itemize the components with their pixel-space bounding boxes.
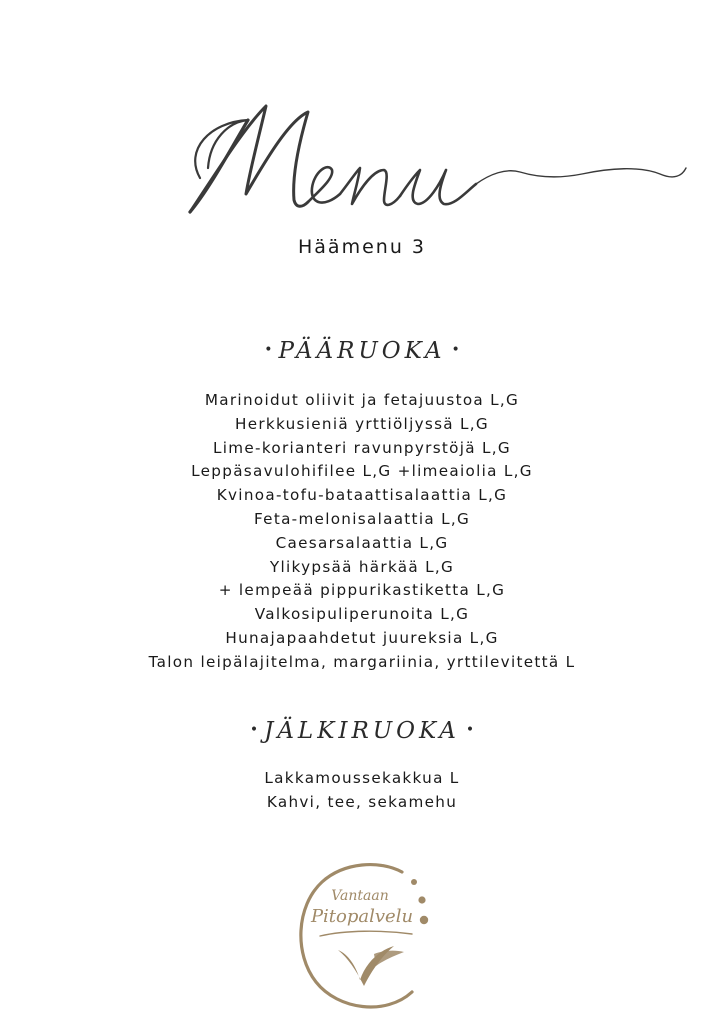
vantaan-pitopalvelu-logo (290, 858, 440, 1018)
menu-item: Lime-korianteri ravunpyrstöjä L,G (213, 438, 511, 457)
menu-item: Kahvi, tee, sekamehu (266, 792, 458, 811)
heading-dot-right: • (465, 722, 475, 738)
menu-item: Herkkusieniä yrttiöljyssä L,G (234, 414, 489, 433)
dessert-list (0, 767, 724, 815)
menu-item: Feta-melonisalaattia L,G (253, 509, 471, 528)
heading-dot-left: • (264, 342, 273, 358)
logo-text-vantaan: Vantaan (331, 888, 389, 904)
menu-subtitle: Häämenu 3 (298, 236, 426, 258)
dessert-heading (0, 718, 724, 744)
heading-dot-left: • (249, 722, 259, 738)
menu-item: Marinoidut oliivit ja fetajuustoa L,G (204, 391, 520, 409)
dessert-heading-text: JÄLKIRUOKA (264, 718, 460, 744)
menu-title-script (170, 90, 700, 230)
main-course-heading-text: PÄÄRUOKA (278, 338, 446, 364)
menu-item: Leppäsavulohifilee L,G +limeaiolia L,G (191, 462, 533, 481)
main-course-heading (0, 338, 724, 364)
main-course-list (0, 389, 724, 675)
logo-text-pitopalvelu: Pitopalvelu (310, 906, 414, 927)
menu-item: Valkosipuliperunoita L,G (254, 605, 470, 624)
menu-item: Caesarsalaattia L,G (275, 533, 449, 552)
menu-item: + lempeää pippurikastiketta L,G (218, 581, 506, 600)
menu-item: Kvinoa-tofu-bataattisalaattia L,G (216, 486, 508, 505)
menu-item: Lakkamoussekakkua L (264, 769, 460, 787)
menu-item: Ylikypsää härkää L,G (269, 557, 455, 576)
menu-item: Talon leipälajitelma, margariinia, yrttilevitettä L (148, 652, 576, 671)
menu-item: Hunajapaahdetut juureksia L,G (225, 628, 499, 647)
heading-dot-right: • (451, 342, 460, 358)
